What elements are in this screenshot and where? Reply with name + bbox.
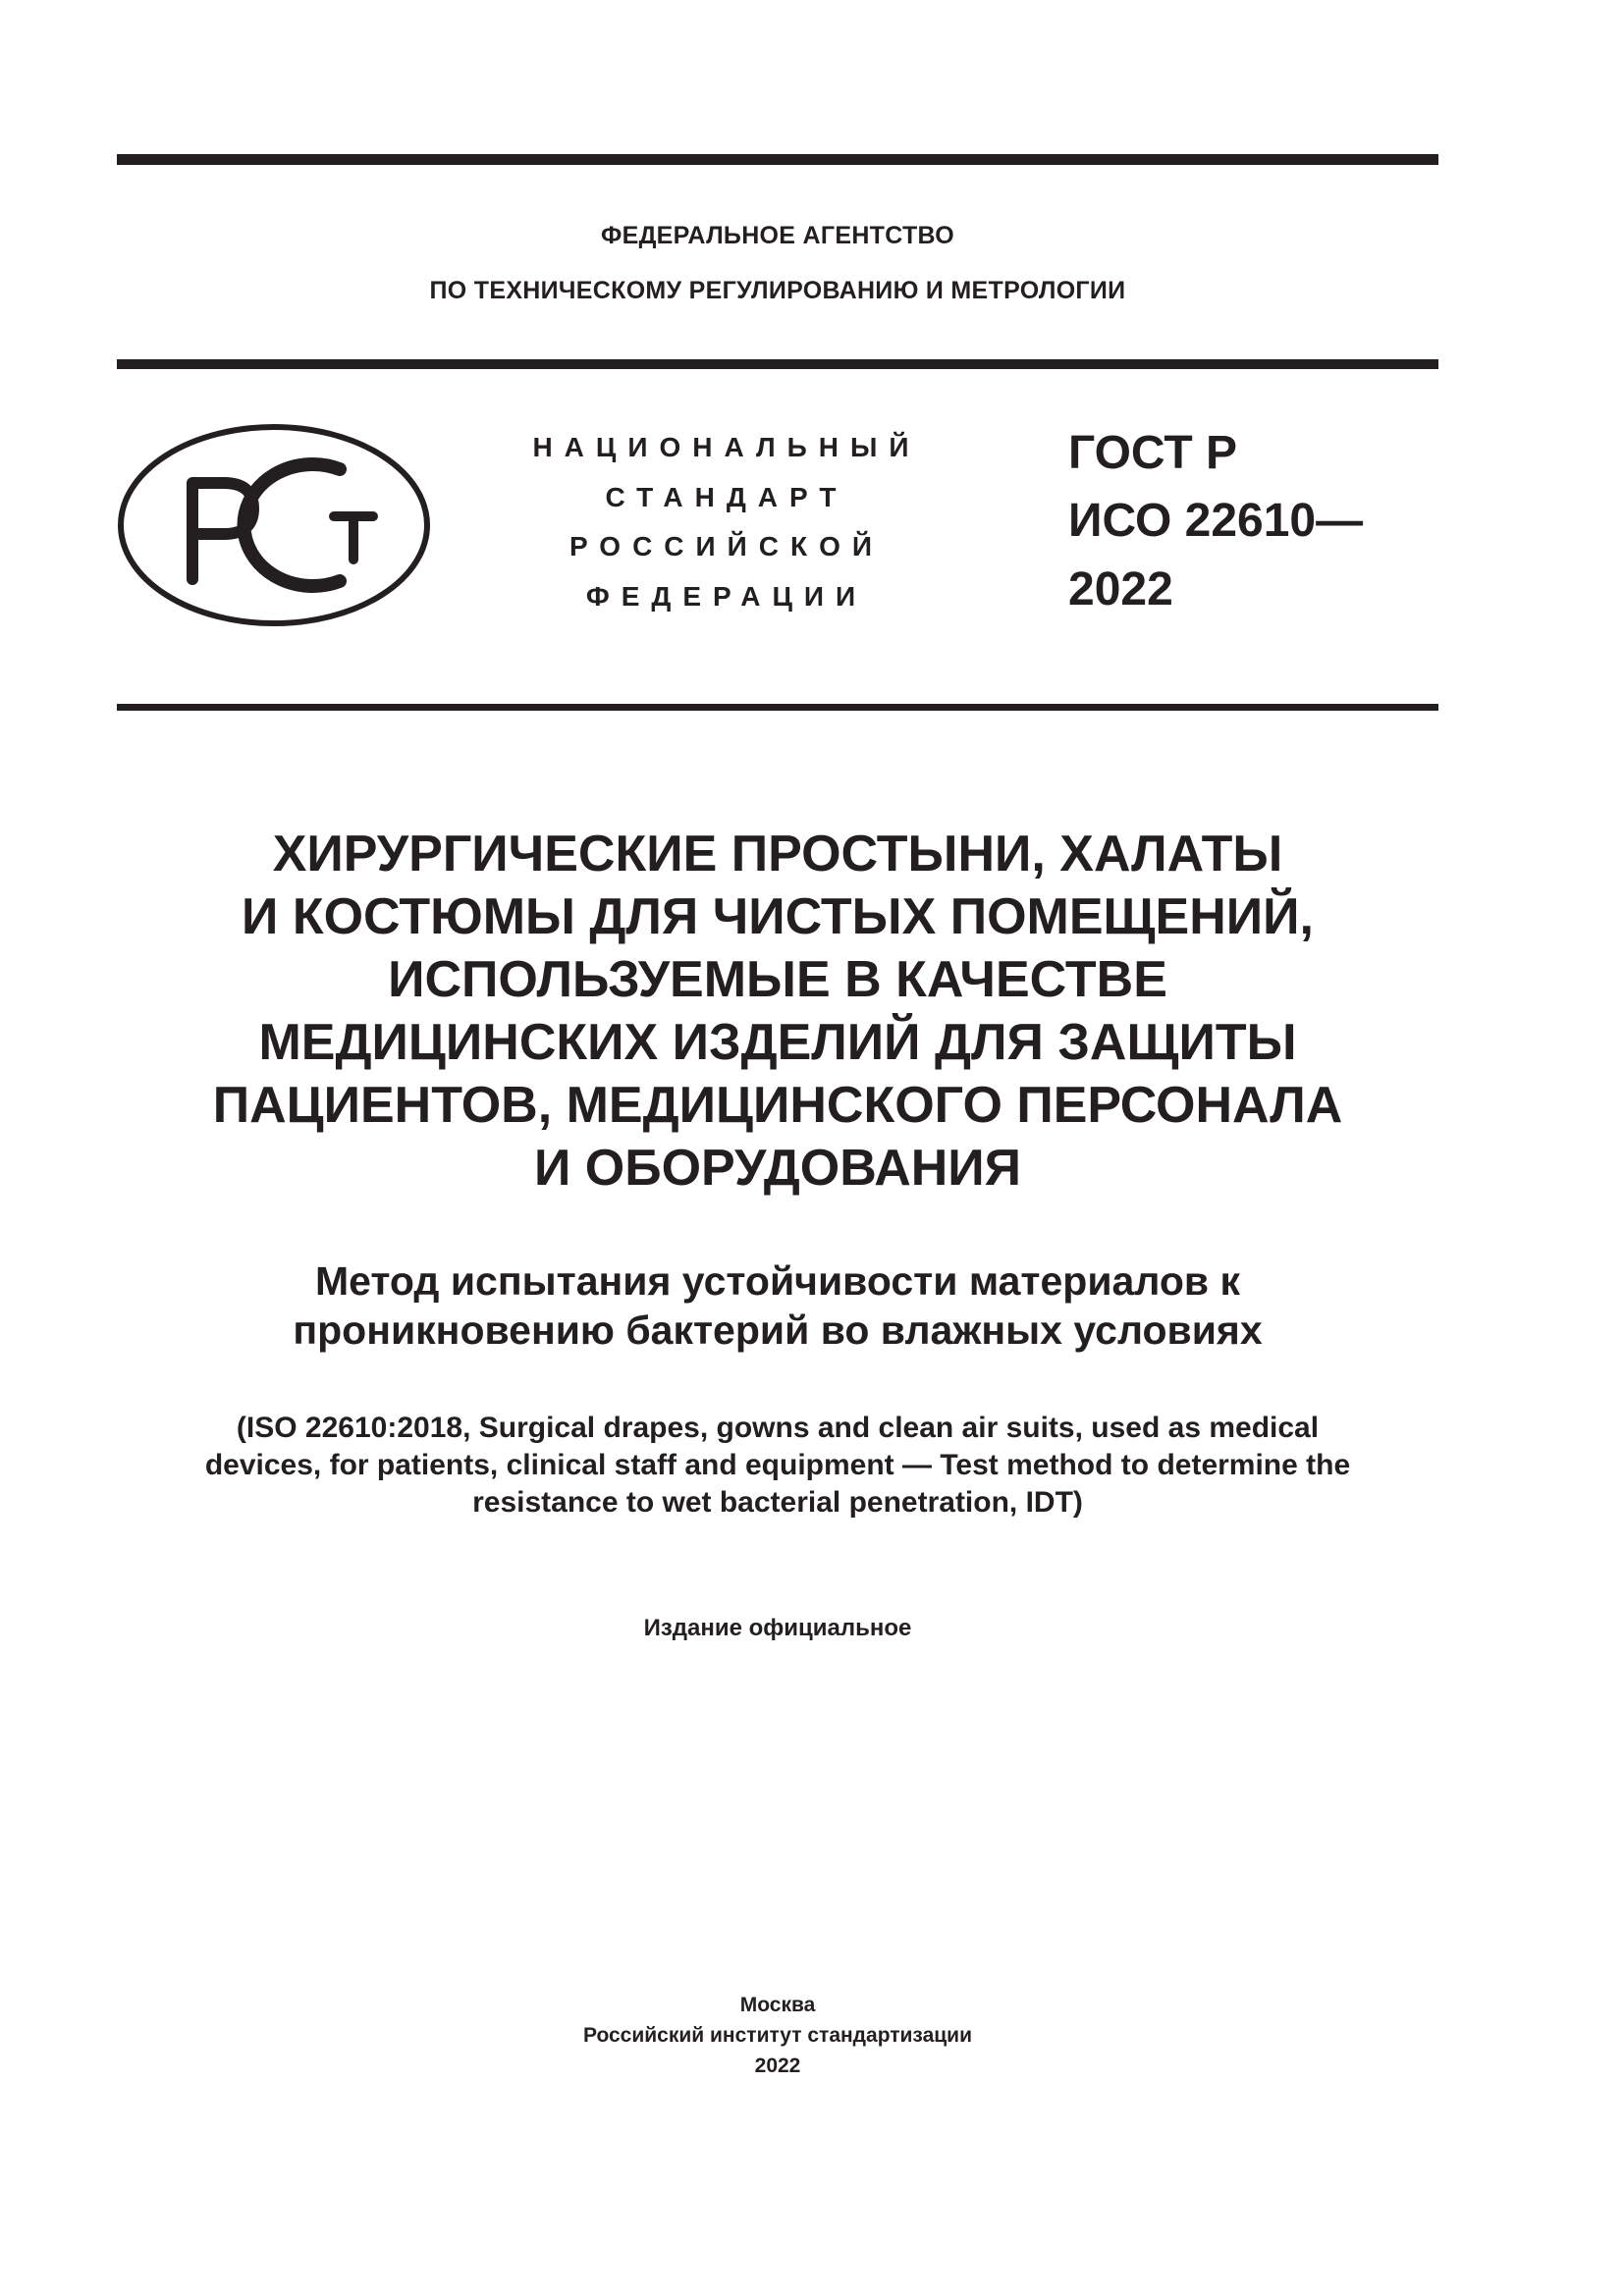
- title-line: ХИРУРГИЧЕСКИЕ ПРОСТЫНИ, ХАЛАТЫ: [272, 826, 1283, 882]
- subtitle-line: Метод испытания устойчивости материалов к: [314, 1258, 1241, 1304]
- iso-reference: [117, 1410, 1438, 1522]
- edition-label: Издание официальное: [643, 1615, 912, 1641]
- designation-line-2: ИСО 22610—: [1068, 495, 1364, 547]
- imprint-publisher: Российский институт стандартизации: [582, 2024, 973, 2047]
- top-rule: [117, 154, 1438, 165]
- iso-reference-line: resistance to wet bacterial penetration, IDT): [472, 1486, 1083, 1519]
- iso-reference-line: (ISO 22610:2018, Surgical drapes, gowns and clean air suits, used as medical: [236, 1412, 1320, 1444]
- designation-line-1: ГОСТ Р: [1068, 427, 1238, 479]
- standard-title: [117, 823, 1438, 1200]
- title-line: И ОБОРУДОВАНИЯ: [533, 1140, 1022, 1197]
- national-standard-line-3: РОССИЙСКОЙ: [569, 531, 884, 561]
- standard-subtitle: [117, 1256, 1438, 1355]
- imprint-year: 2022: [754, 2055, 801, 2077]
- title-line: МЕДИЦИНСКИХ ИЗДЕЛИЙ ДЛЯ ЗАЩИТЫ: [258, 1014, 1297, 1071]
- imprint-city: Москва: [739, 1994, 816, 2016]
- agency-name-line-1: ФЕДЕРАЛЬНОЕ АГЕНТСТВО: [600, 222, 955, 249]
- agency-name-line-2: ПО ТЕХНИЧЕСКОМУ РЕГУЛИРОВАНИЮ И МЕТРОЛОГИИ: [429, 277, 1126, 304]
- designation-line-3: 2022: [1068, 563, 1173, 615]
- title-line: ИСПОЛЬЗУЕМЫЕ В КАЧЕСТВЕ: [388, 951, 1167, 1008]
- national-standard-line-4: ФЕДЕРАЦИИ: [585, 581, 868, 612]
- national-standard-line-1: НАЦИОНАЛЬНЫЙ: [532, 432, 921, 462]
- iso-reference-line: devices, for patients, clinical staff and equipment — Test method to determine the: [204, 1449, 1351, 1481]
- title-line: И КОСТЮМЫ ДЛЯ ЧИСТЫХ ПОМЕЩЕНИЙ,: [242, 888, 1314, 945]
- national-standard-line-2: СТАНДАРТ: [605, 482, 848, 512]
- header-rule: [117, 359, 1438, 369]
- rst-certification-mark-icon: [116, 422, 432, 628]
- designation-rule: [117, 704, 1438, 711]
- title-line: ПАЦИЕНТОВ, МЕДИЦИНСКОГО ПЕРСОНАЛА: [212, 1077, 1343, 1134]
- subtitle-line: проникновению бактерий во влажных условиях: [293, 1308, 1263, 1353]
